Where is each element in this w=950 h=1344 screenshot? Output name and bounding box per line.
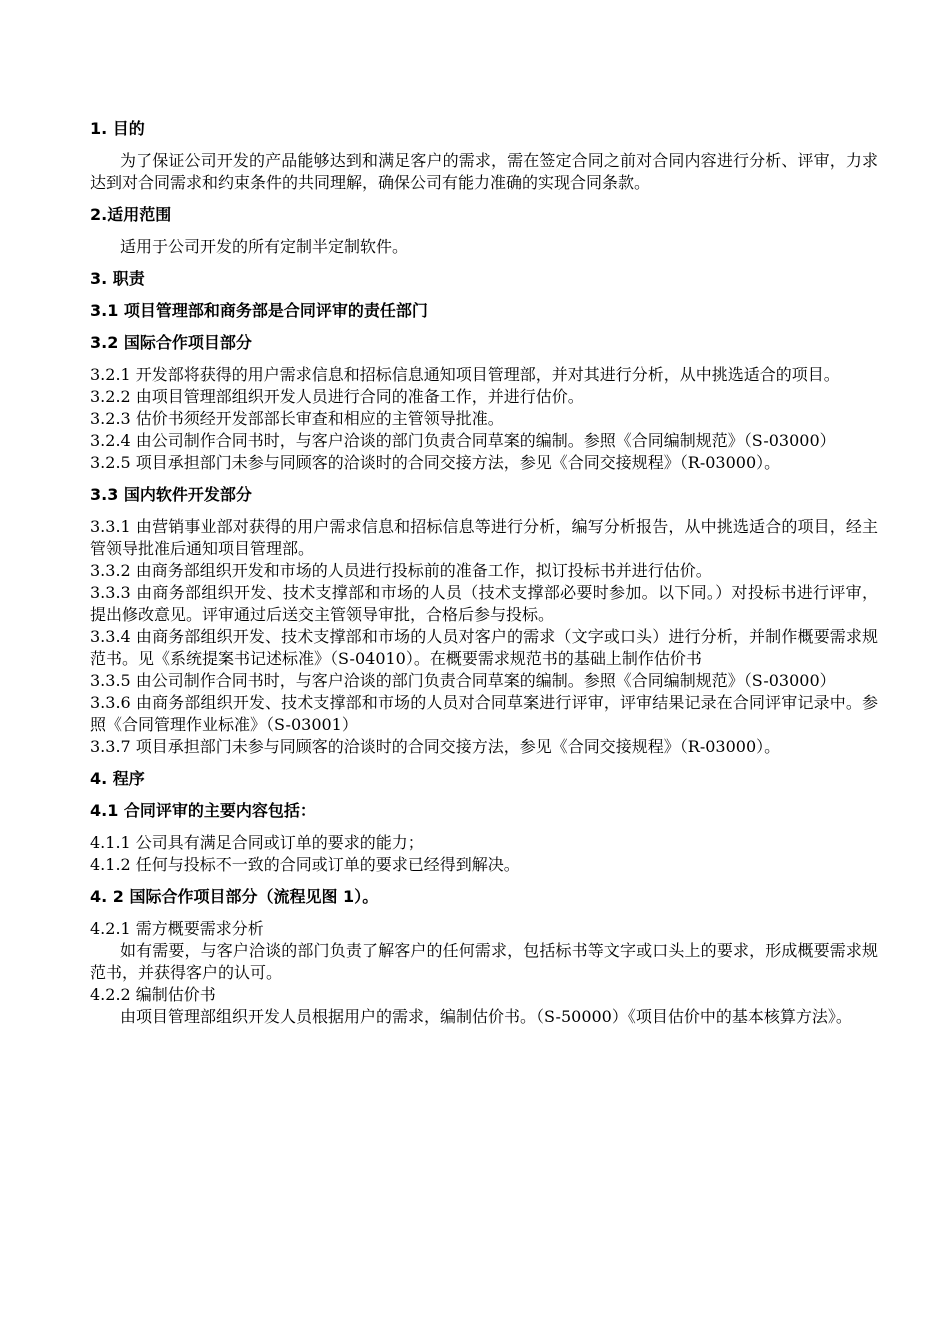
- list-item: 3.3.4 由商务部组织开发、技术支撑部和市场的人员对客户的需求（文字或口头）进行分析，并制作概要需求规范书。见《系统提案书记述标准》（S-04010）。在概要需求规范书的基础上制作估价书: [90, 627, 878, 668]
- list-item: 3.2.3 估价书须经开发部部长审查和相应的主管领导批准。: [90, 409, 504, 428]
- subsection-heading-4-1: 4.1 合同评审的主要内容包括：: [90, 801, 316, 820]
- list-item: 3.3.2 由商务部组织开发和市场的人员进行投标前的准备工作，拟订投标书并进行估价。: [90, 561, 712, 580]
- section-heading-procedure: 4. 程序: [90, 769, 145, 788]
- list-item: 3.3.3 由商务部组织开发、技术支撑部和市场的人员（技术支撑部必要时参加。以下同。）对投标书进行评审，提出修改意见。评审通过后送交主管领导审批，合格后参与投标。: [90, 583, 878, 624]
- document-page: [90, 118, 878, 1028]
- list-item: 4.1.2 任何与投标不一致的合同或订单的要求已经得到解决。: [90, 855, 520, 874]
- item-text-4-2-1: 如有需要，与客户洽谈的部门负责了解客户的任何需求，包括标书等文字或口头上的要求，形成概要需求规范书，并获得客户的认可。: [90, 941, 878, 982]
- list-item: 3.3.7 项目承担部门未参与同顾客的洽谈时的合同交接方法，参见《合同交接规程》（R-03000）。: [90, 737, 781, 756]
- list-item: 3.3.1 由营销事业部对获得的用户需求信息和招标信息等进行分析，编写分析报告，从中挑选适合的项目，经主管领导批准后通知项目管理部。: [90, 517, 878, 558]
- item-title-4-2-2: 4.2.2 编制估价书: [90, 985, 216, 1004]
- item-text-4-2-2: 由项目管理部组织开发人员根据用户的需求，编制估价书。（S-50000）《项目估价中的基本核算方法》。: [120, 1007, 852, 1026]
- section-heading-scope: 2.适用范围: [90, 205, 172, 224]
- section-heading-duties: 3. 职责: [90, 269, 145, 288]
- list-item: 3.2.5 项目承担部门未参与同顾客的洽谈时的合同交接方法，参见《合同交接规程》（R-03000）。: [90, 453, 781, 472]
- list-item: 3.2.4 由公司制作合同书时，与客户洽谈的部门负责合同草案的编制。参照《合同编制规范》（S-03000）: [90, 431, 836, 450]
- subsection-heading-4-2: 4. 2 国际合作项目部分（流程见图 1）。: [90, 887, 379, 906]
- list-item: 3.2.2 由项目管理部组织开发人员进行合同的准备工作，并进行估价。: [90, 387, 584, 406]
- list-item: 3.2.1 开发部将获得的用户需求信息和招标信息通知项目管理部，并对其进行分析，从中挑选适合的项目。: [90, 365, 840, 384]
- purpose-text: 为了保证公司开发的产品能够达到和满足客户的需求，需在签定合同之前对合同内容进行分析、评审，力求达到对合同需求和约束条件的共同理解，确保公司有能力准确的实现合同条款。: [90, 151, 878, 192]
- item-title-4-2-1: 4.2.1 需方概要需求分析: [90, 919, 264, 938]
- subsection-heading-3-2: 3.2 国际合作项目部分: [90, 333, 252, 352]
- list-item: 4.1.1 公司具有满足合同或订单的要求的能力；: [90, 833, 424, 852]
- list-item: 3.3.5 由公司制作合同书时，与客户洽谈的部门负责合同草案的编制。参照《合同编制规范》（S-03000）: [90, 671, 836, 690]
- section-heading-purpose: 1. 目的: [90, 119, 145, 138]
- subsection-heading-3-3: 3.3 国内软件开发部分: [90, 485, 252, 504]
- list-item: 3.3.6 由商务部组织开发、技术支撑部和市场的人员对合同草案进行评审，评审结果记录在合同评审记录中。参照《合同管理作业标准》（S-03001）: [90, 693, 878, 734]
- scope-text: 适用于公司开发的所有定制半定制软件。: [120, 237, 409, 256]
- subsection-heading-3-1: 3.1 项目管理部和商务部是合同评审的责任部门: [90, 301, 428, 320]
